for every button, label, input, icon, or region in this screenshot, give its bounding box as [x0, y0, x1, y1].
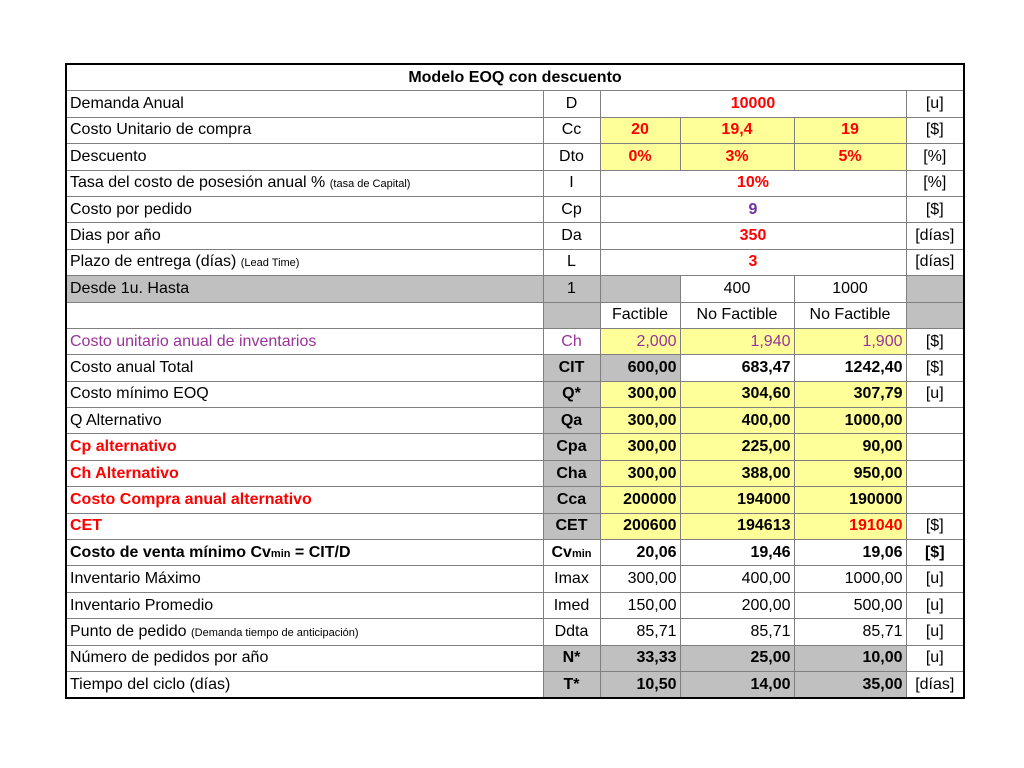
row-costo-pedido	[66, 196, 964, 222]
eoq-table	[65, 63, 965, 699]
row-symbol: Cca	[543, 487, 600, 513]
demand-value: 10000	[600, 91, 906, 117]
row-n	[66, 645, 964, 671]
row-label	[66, 540, 543, 566]
row-label: Costo anual Total	[66, 355, 543, 381]
row-symbol: Cpa	[543, 434, 600, 460]
feasibility-cell: No Factible	[794, 302, 906, 328]
row-unit	[906, 302, 964, 328]
row-label: Inventario Promedio	[66, 592, 543, 618]
row-label	[66, 302, 543, 328]
table-title: Modelo EOQ con descuento	[66, 64, 964, 91]
row-unit: [$]	[906, 355, 964, 381]
row-unit	[906, 408, 964, 434]
cell-value: 200,00	[680, 592, 794, 618]
row-label	[66, 170, 543, 196]
cell-value: 1000,00	[794, 408, 906, 434]
row-descuento	[66, 144, 964, 170]
row-cha	[66, 460, 964, 486]
cell-value: 200000	[600, 487, 680, 513]
row-label: Cp alternativo	[66, 434, 543, 460]
lead-time-value: 3	[600, 249, 906, 275]
cell-value: 400,00	[680, 408, 794, 434]
row-label-note: (tasa de Capital)	[329, 178, 411, 191]
row-unit: [u]	[906, 645, 964, 671]
row-label: Costo Compra anual alternativo	[66, 487, 543, 513]
row-unit: [u]	[906, 91, 964, 117]
row-label: Costo mínimo EOQ	[66, 381, 543, 407]
cell-value: 304,60	[680, 381, 794, 407]
row-label-sub: min	[270, 547, 291, 560]
cell-value: 950,00	[794, 460, 906, 486]
row-symbol: Dto	[543, 144, 600, 170]
row-label: Costo Unitario de compra	[66, 117, 543, 143]
row-qa	[66, 408, 964, 434]
cell-value: 14,00	[680, 671, 794, 698]
row-symbol: Q*	[543, 381, 600, 407]
row-demanda	[66, 91, 964, 117]
cell-value: 10,50	[600, 671, 680, 698]
cell-value: 1242,40	[794, 355, 906, 381]
row-label-text: Costo de venta mínimo Cv	[70, 543, 271, 561]
row-label: Número de pedidos por año	[66, 645, 543, 671]
row-symbol: Qa	[543, 408, 600, 434]
cell-value: 300,00	[600, 460, 680, 486]
cell-value: 500,00	[794, 592, 906, 618]
rate-value: 10%	[600, 170, 906, 196]
row-symbol: Da	[543, 223, 600, 249]
days-value: 350	[600, 223, 906, 249]
row-plazo	[66, 249, 964, 275]
row-cca	[66, 487, 964, 513]
unit-empty	[906, 276, 964, 302]
row-unit: [$]	[906, 196, 964, 222]
cell-value: 194613	[680, 513, 794, 539]
row-label: Costo unitario anual de inventarios	[66, 328, 543, 354]
row-label: Costo por pedido	[66, 196, 543, 222]
row-label: Tiempo del ciclo (días)	[66, 671, 543, 698]
row-desde	[66, 276, 964, 302]
title-row	[66, 64, 964, 91]
row-symbol: CIT	[543, 355, 600, 381]
row-unit: [u]	[906, 381, 964, 407]
cell-value: 388,00	[680, 460, 794, 486]
row-label: Descuento	[66, 144, 543, 170]
row-label-text-b: = CIT/D	[290, 543, 351, 561]
row-factibilidad	[66, 302, 964, 328]
row-unit	[906, 460, 964, 486]
row-symbol: L	[543, 249, 600, 275]
row-symbol: I	[543, 170, 600, 196]
row-symbol: Ddta	[543, 619, 600, 645]
cell-value: 19,06	[794, 540, 906, 566]
row-unit: [$]	[906, 117, 964, 143]
row-imed	[66, 592, 964, 618]
cell-value: 400,00	[680, 566, 794, 592]
cell-value: 19,46	[680, 540, 794, 566]
cell-value: 300,00	[600, 408, 680, 434]
cell-value: 33,33	[600, 645, 680, 671]
cell-value: 1000,00	[794, 566, 906, 592]
row-t	[66, 671, 964, 698]
row-unit: [días]	[906, 671, 964, 698]
row-symbol	[543, 302, 600, 328]
row-unit	[906, 434, 964, 460]
row-unit: [días]	[906, 249, 964, 275]
row-unit: [u]	[906, 619, 964, 645]
symbol-sub: min	[571, 547, 592, 560]
cell-value: 225,00	[680, 434, 794, 460]
row-label: Dias por año	[66, 223, 543, 249]
cell-value: 200600	[600, 513, 680, 539]
cell-value: 150,00	[600, 592, 680, 618]
row-cit	[66, 355, 964, 381]
row-symbol: Cc	[543, 117, 600, 143]
cell-value: 300,00	[600, 434, 680, 460]
row-ch	[66, 328, 964, 354]
row-unit: [$]	[906, 513, 964, 539]
row-label: Ch Alternativo	[66, 460, 543, 486]
cell-value: 85,71	[680, 619, 794, 645]
cell-value: 194000	[680, 487, 794, 513]
row-unit: [u]	[906, 592, 964, 618]
row-label-note: (Lead Time)	[240, 257, 300, 270]
row-unit: [días]	[906, 223, 964, 249]
cell-value: 191040	[794, 513, 906, 539]
row-unit: [%]	[906, 170, 964, 196]
cell-value: 683,47	[680, 355, 794, 381]
cell-value: 25,00	[680, 645, 794, 671]
row-label-note: (Demanda tiempo de anticipación)	[191, 626, 359, 639]
row-symbol: N*	[543, 645, 600, 671]
cell-value: 300,00	[600, 566, 680, 592]
cell-value: 2,000	[600, 328, 680, 354]
row-symbol: CET	[543, 513, 600, 539]
cell-value: 1,900	[794, 328, 906, 354]
row-label	[66, 619, 543, 645]
cell-value: 85,71	[794, 619, 906, 645]
row-q	[66, 381, 964, 407]
cell-value: 20	[600, 117, 680, 143]
range-empty	[600, 276, 680, 302]
row-cpa	[66, 434, 964, 460]
row-unit: [u]	[906, 566, 964, 592]
row-symbol	[543, 540, 600, 566]
row-unit: [%]	[906, 144, 964, 170]
cell-value: 600,00	[600, 355, 680, 381]
row-unit: [$]	[906, 328, 964, 354]
row-label: Demanda Anual	[66, 91, 543, 117]
symbol-text: Cv	[551, 543, 572, 561]
cell-value: 35,00	[794, 671, 906, 698]
row-label: Q Alternativo	[66, 408, 543, 434]
feasibility-cell: Factible	[600, 302, 680, 328]
range-1000: 1000	[794, 276, 906, 302]
row-label-text: Punto de pedido	[70, 622, 191, 640]
row-imax	[66, 566, 964, 592]
order-cost-value: 9	[600, 196, 906, 222]
cell-value: 85,71	[600, 619, 680, 645]
cell-value: 190000	[794, 487, 906, 513]
cell-value: 300,00	[600, 381, 680, 407]
cell-value: 5%	[794, 144, 906, 170]
row-tasa	[66, 170, 964, 196]
row-symbol: Cp	[543, 196, 600, 222]
row-unit	[906, 487, 964, 513]
row-symbol: D	[543, 91, 600, 117]
cell-value: 90,00	[794, 434, 906, 460]
cell-value: 0%	[600, 144, 680, 170]
row-label-text: Tasa del costo de posesión anual %	[70, 174, 330, 192]
row-cet	[66, 513, 964, 539]
row-symbol: T*	[543, 671, 600, 698]
range-400: 400	[680, 276, 794, 302]
row-label: Inventario Máximo	[66, 566, 543, 592]
row-label: Desde 1u. Hasta	[66, 276, 543, 302]
cell-value: 19	[794, 117, 906, 143]
cell-value: 19,4	[680, 117, 794, 143]
row-label: CET	[66, 513, 543, 539]
cell-value: 1,940	[680, 328, 794, 354]
row-symbol: Cha	[543, 460, 600, 486]
row-symbol: Imed	[543, 592, 600, 618]
row-symbol: Ch	[543, 328, 600, 354]
row-ddta	[66, 619, 964, 645]
row-label-text: Plazo de entrega (días)	[70, 253, 241, 271]
cell-value: 307,79	[794, 381, 906, 407]
row-symbol: Imax	[543, 566, 600, 592]
cell-value: 20,06	[600, 540, 680, 566]
row-label	[66, 249, 543, 275]
cell-value: 10,00	[794, 645, 906, 671]
row-costo-unitario	[66, 117, 964, 143]
range-start: 1	[543, 276, 600, 302]
cell-value: 3%	[680, 144, 794, 170]
feasibility-cell: No Factible	[680, 302, 794, 328]
row-dias	[66, 223, 964, 249]
row-cv	[66, 540, 964, 566]
row-unit: [$]	[906, 540, 964, 566]
